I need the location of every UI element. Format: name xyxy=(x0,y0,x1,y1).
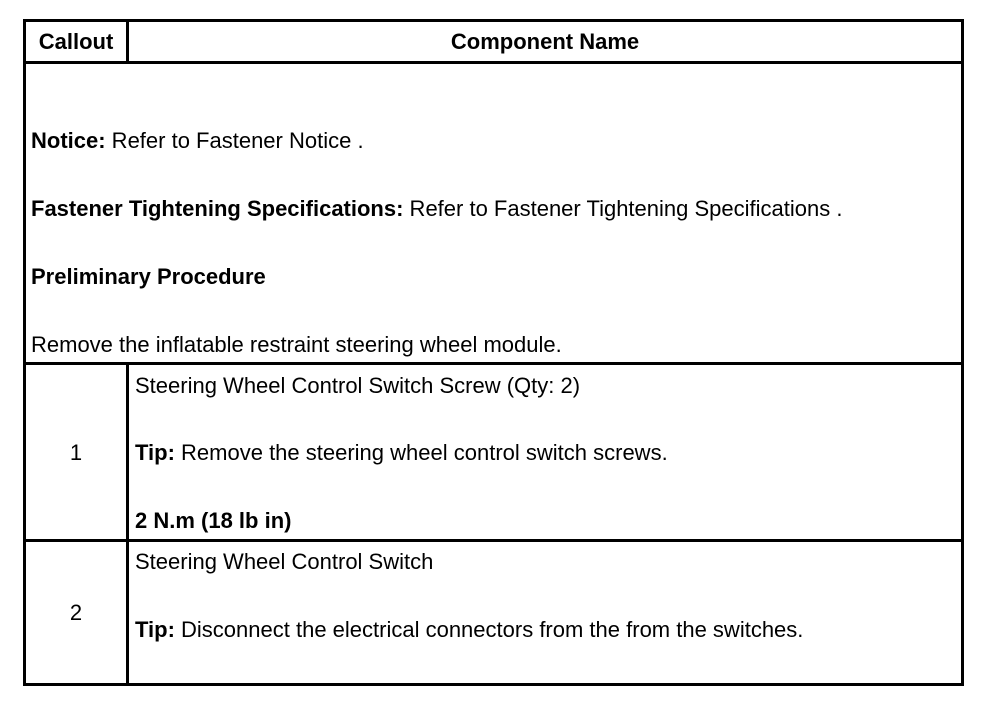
tip-line xyxy=(135,440,668,466)
callout-header: Callout xyxy=(38,29,114,54)
preliminary-procedure-heading: Preliminary Procedure xyxy=(31,264,266,289)
header-divider xyxy=(23,61,964,64)
component-name: Steering Wheel Control Switch xyxy=(135,549,434,574)
intro-divider xyxy=(23,362,964,365)
fastener-spec-line xyxy=(31,196,842,222)
torque-spec: 2 N.m (18 lb in) xyxy=(135,508,292,533)
tip-label: Tip: xyxy=(135,617,175,642)
callout-number: 1 xyxy=(69,440,83,465)
row-divider xyxy=(23,539,964,542)
fastener-spec-text: Refer to Fastener Tightening Specifications . xyxy=(403,196,843,221)
tip-text: Remove the steering wheel control switch screws. xyxy=(174,440,668,465)
notice-line xyxy=(31,128,364,154)
fastener-spec-label: Fastener Tightening Specifications: xyxy=(31,196,404,221)
rows-column-divider xyxy=(126,362,129,686)
notice-label: Notice: xyxy=(31,128,106,153)
component-name-header: Component Name xyxy=(450,29,640,54)
tip-text: Disconnect the electrical connectors from the from the switches. xyxy=(174,617,804,642)
component-name: Steering Wheel Control Switch Screw (Qty: 2) xyxy=(135,373,581,398)
callout-number: 2 xyxy=(69,600,83,625)
tip-line xyxy=(135,617,803,643)
preliminary-procedure-step: Remove the inflatable restraint steering wheel module. xyxy=(31,332,562,357)
notice-text: Refer to Fastener Notice . xyxy=(105,128,364,153)
tip-label: Tip: xyxy=(135,440,175,465)
